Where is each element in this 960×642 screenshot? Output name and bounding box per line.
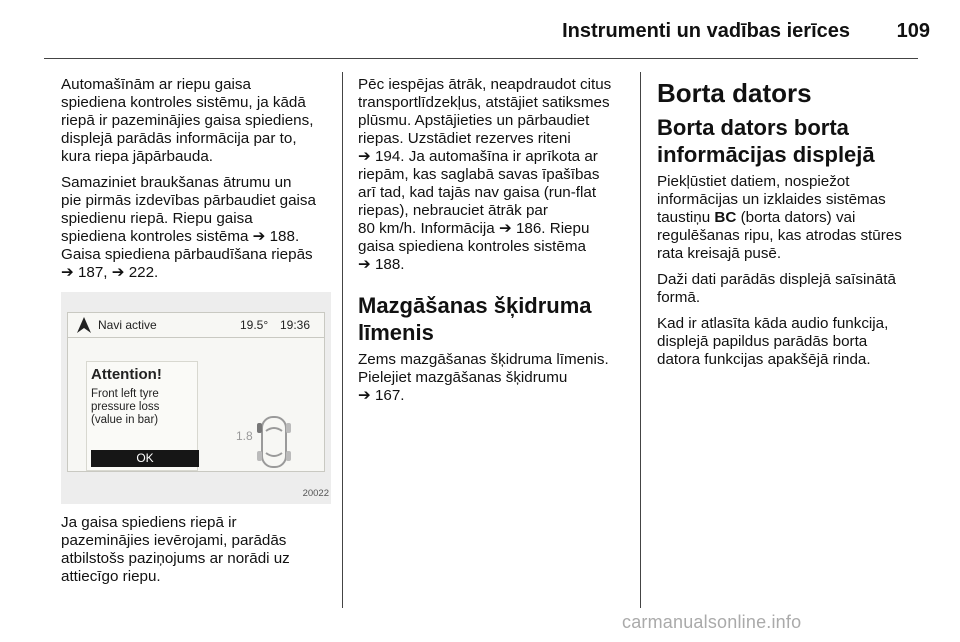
column-1 — [61, 76, 337, 290]
ref-arrow-icon: ➔ — [498, 220, 512, 237]
alert-title: Attention! — [91, 366, 162, 383]
page-ref-link[interactable]: 167. — [374, 387, 405, 404]
paragraph-abbreviated: Daži dati parādās displejā saīsinātā formā. — [657, 271, 896, 306]
page-number: 109 — [896, 20, 930, 42]
page-ref-link[interactable]: 187, — [77, 264, 112, 281]
ref-arrow-icon: ➔ — [252, 228, 266, 245]
heading-board-computer-display: Borta dators borta informācijas displejā — [657, 115, 875, 167]
header-divider — [44, 58, 918, 59]
page-ref-link[interactable]: 222. — [128, 264, 159, 281]
ok-button[interactable]: OK — [91, 450, 199, 467]
outside-temperature: 19.5° — [240, 318, 269, 332]
paragraph-reduce-speed: Samaziniet braukšanas ātrumu un pie pirmās izdevības pārbaudiet gaisa spiedienu riepā. Riepu gaisa spiediena kontroles sistēma ➔ 188. Gaisa spiediena pārbaudīšana riepās ➔ 187, ➔ 222. — [61, 174, 316, 281]
paragraph-audio-function: Kad ir atlasīta kāda audio funkcija, displejā papildus parādās borta datora funkcijas apakšējā rinda. — [657, 315, 889, 368]
column-divider-2 — [640, 72, 641, 608]
paragraph-access-data: Piekļūstiet datiem, nospiežot informācijas un izklaides sistēmas taustiņu BC (borta dators) vai regulēšanas ripu, kas atrodas stūres rata kreisajā pusē. — [657, 173, 902, 262]
info-display-screen — [67, 312, 325, 472]
watermark: carmanualsonline.info — [622, 612, 802, 632]
paragraph-low-pressure: Ja gaisa spiediens riepā ir pazeminājies ievērojami, parādās atbilstošs paziņojums ar norādi uz attiecīgo riepu. — [61, 514, 290, 585]
column-1-lower — [61, 514, 337, 594]
alert-message: Front left tyre pressure loss (value in bar) — [91, 388, 160, 426]
ref-arrow-icon: ➔ — [358, 387, 371, 404]
ref-arrow-icon: ➔ — [111, 264, 125, 281]
tyre-pressure-value: 1.8 — [236, 429, 253, 443]
ref-arrow-icon: ➔ — [358, 148, 371, 165]
page-ref-link[interactable]: 194. — [374, 148, 405, 165]
header-title: Instrumenti un vadības ierīces — [562, 20, 850, 42]
ref-arrow-icon: ➔ — [61, 264, 74, 281]
bc-button-label: BC — [714, 209, 737, 226]
heading-washer-fluid: Mazgāšanas šķidruma līmenis — [358, 293, 592, 345]
status-bar-divider — [68, 337, 324, 338]
column-3 — [657, 76, 923, 377]
page-ref-link[interactable]: 186. — [515, 220, 546, 237]
paragraph-tpms-info: Automašīnām ar riepu gaisa spiediena kontroles sistēmu, ja kādā riepā ir pazeminājies gaisa spiediens, displejā parādās informācija par to, kura riepa jāpārbauda. — [61, 76, 314, 165]
paragraph-washer-fluid: Zems mazgāšanas šķidruma līmenis. Pielejiet mazgāšanas šķidrumu ➔ 167. — [358, 351, 609, 404]
page-ref-link[interactable]: 188. — [374, 256, 405, 273]
display-status-bar — [68, 313, 324, 337]
column-2 — [358, 76, 630, 413]
ref-arrow-icon: ➔ — [358, 256, 371, 273]
navigation-arrow-icon — [76, 316, 92, 334]
display-illustration — [61, 292, 331, 504]
tyre-alert-box — [86, 361, 198, 471]
clock-time: 19:36 — [280, 318, 311, 332]
nav-status-text: Navi active — [98, 318, 157, 332]
page-ref-link[interactable]: 188. — [269, 228, 300, 245]
car-top-view-icon — [256, 413, 292, 471]
figure-id: 20022 — [302, 488, 329, 499]
paragraph-stop-check: Pēc iespējas ātrāk, neapdraudot citus transportlīdzekļus, atstājiet satiksmes plūsmu. Apstājieties un pārbaudiet riepas. Uzstādiet rezerves riteni ➔ 194. Ja automašīna ir aprīkota ar riepām, kas saglabā savas īpašības arī tad, kad tajās nav gaisa (run-flat riepas), nebrauciet ātrāk par 80 km/h. Informācija ➔ 186. Riepu gaisa spiediena kontroles sistēma ➔ 188. — [358, 76, 612, 273]
column-divider-1 — [342, 72, 343, 608]
heading-board-computer: Borta dators — [657, 78, 812, 108]
